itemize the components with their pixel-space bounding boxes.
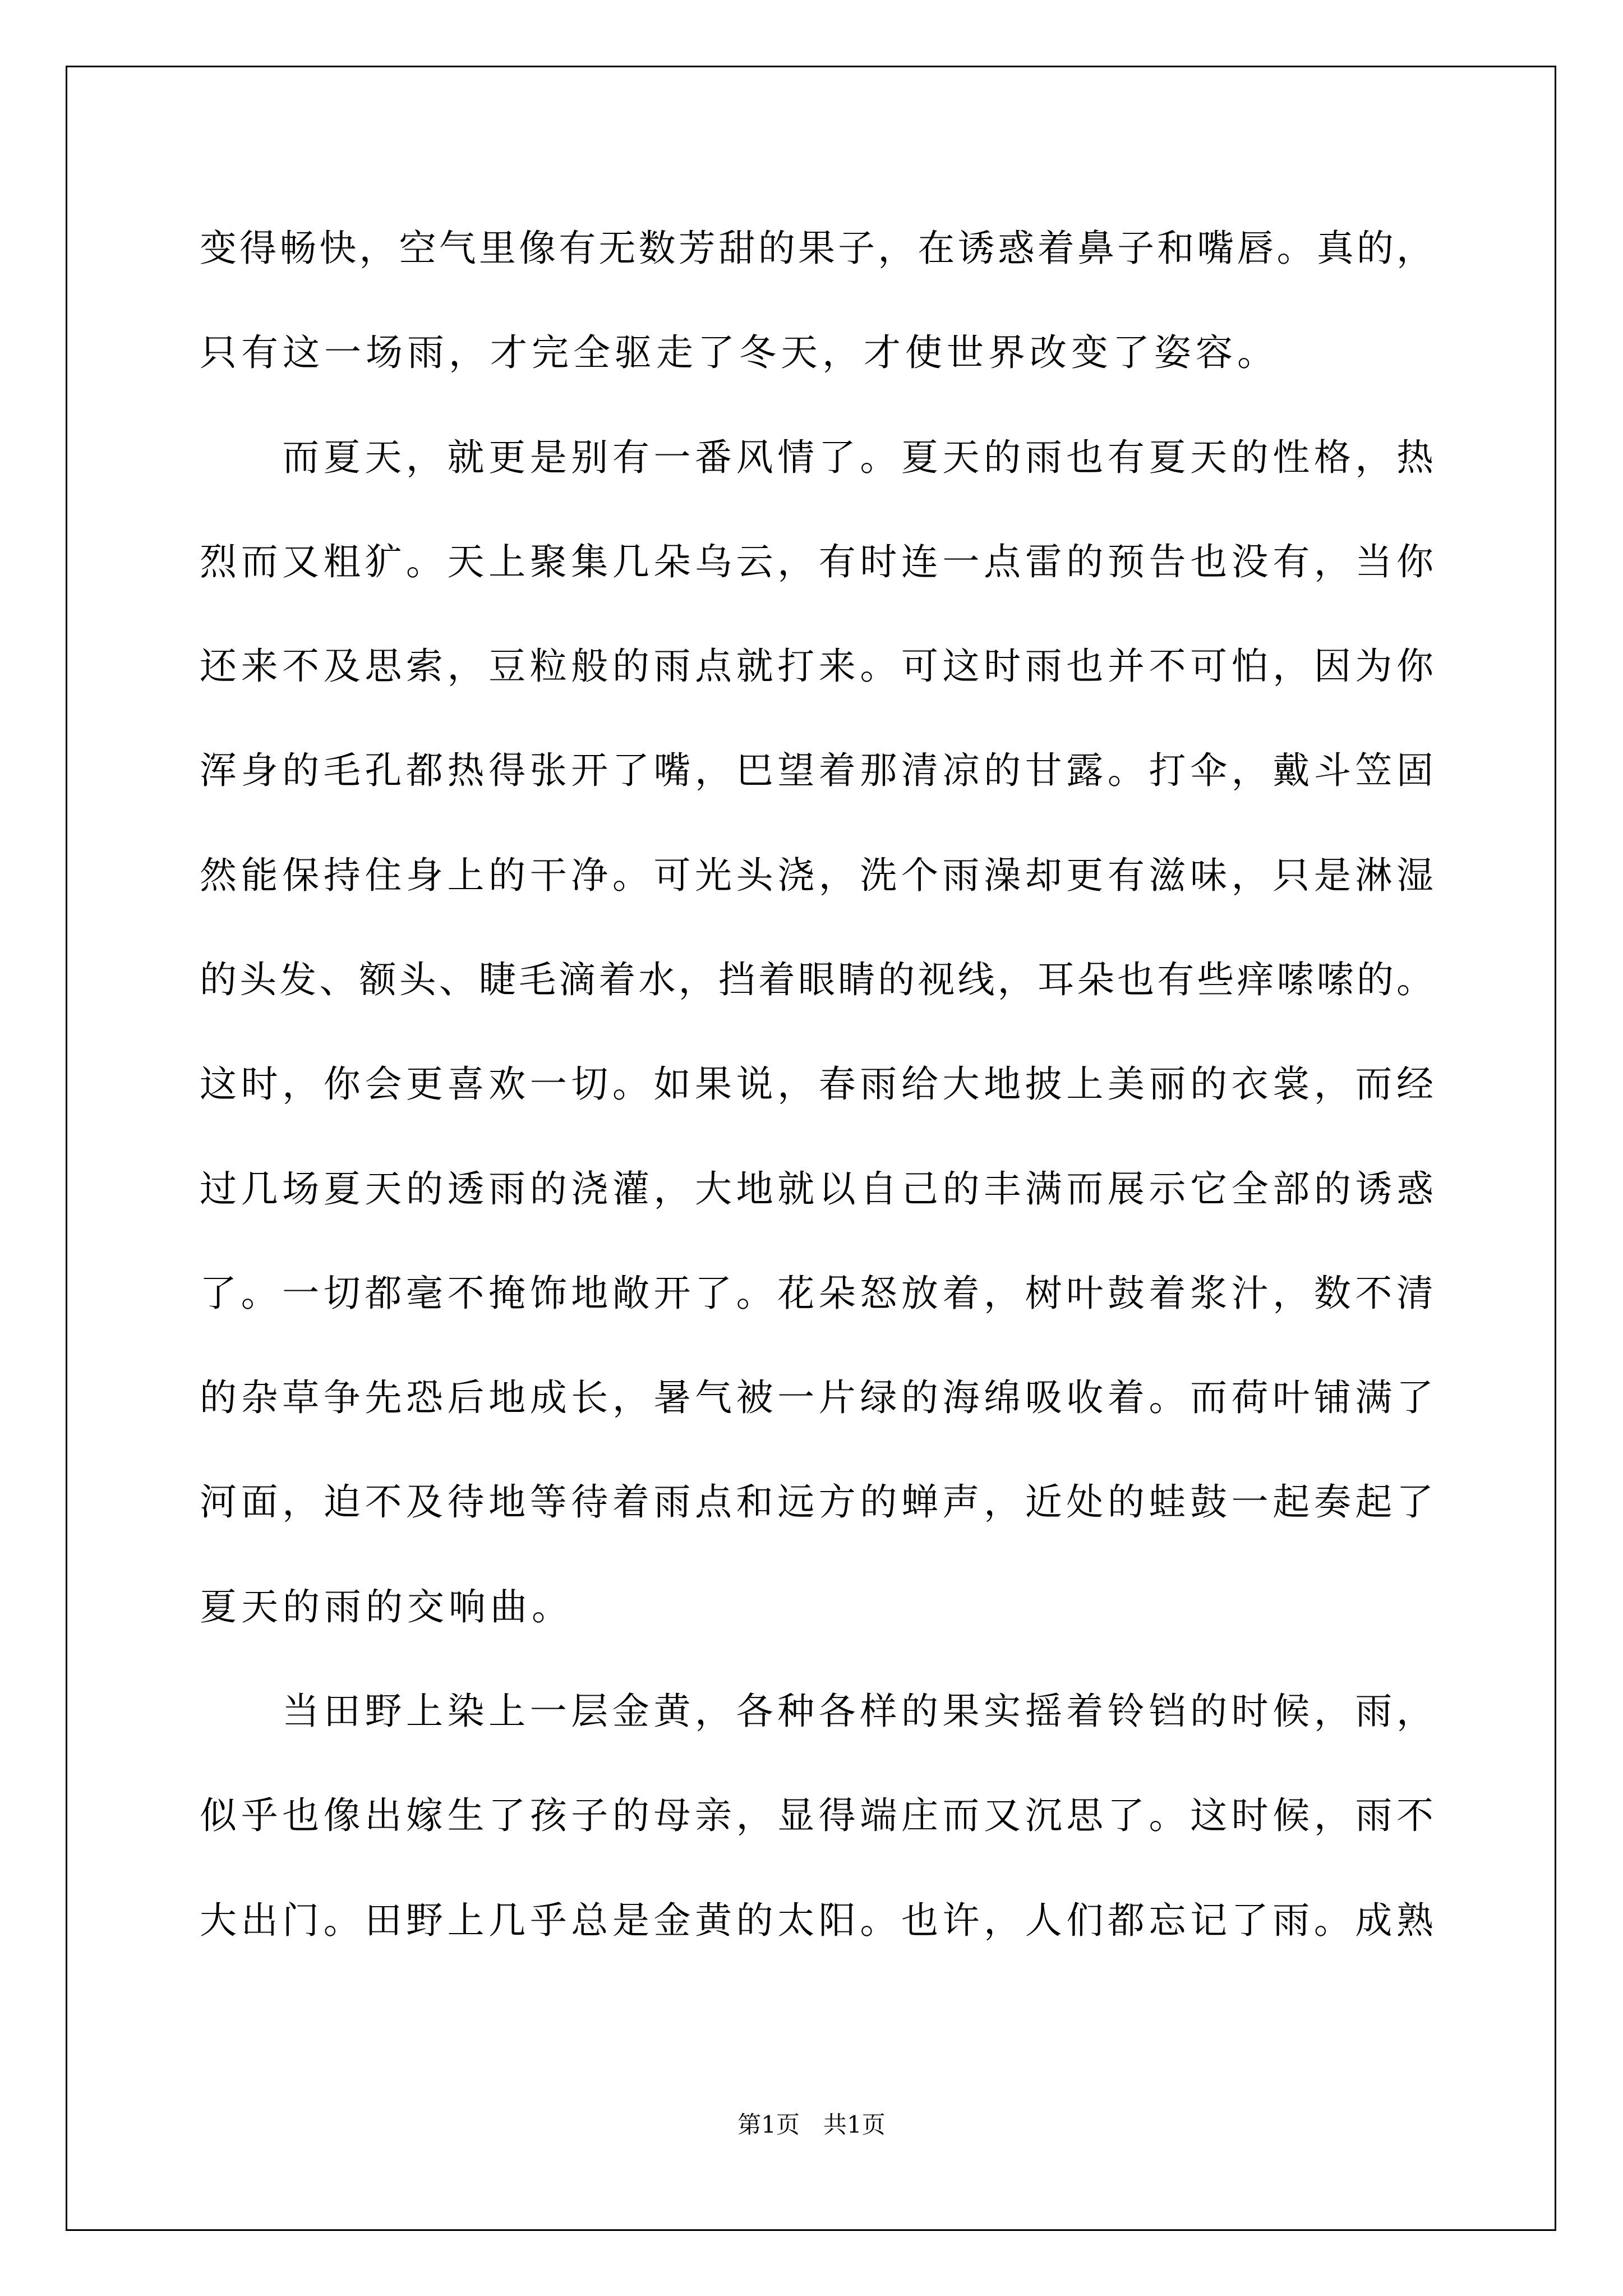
text-line: 当田野上染上一层金黄，各种各样的果实摇着铃铛的时候，雨， [200,1690,1433,1733]
text-line: 这时，你会更喜欢一切。如果说，春雨给大地披上美丽的衣裳，而经 [200,1062,1433,1106]
text-line: 变得畅快，空气里像有无数芳甜的果子，在诱惑着鼻子和嘴唇。真的， [200,227,1433,270]
text-line: 浑身的毛孔都热得张开了嘴，巴望着那清凉的甘露。打伞，戴斗笠固 [200,749,1433,792]
text-line: 的杂草争先恐后地成长，暑气被一片绿的海绵吸收着。而荷叶铺满了 [200,1376,1433,1419]
text-line: 大出门。田野上几乎总是金黄的太阳。也许，人们都忘记了雨。成熟 [200,1899,1433,1942]
text-line: 的头发、额头、睫毛滴着水，挡着眼睛的视线，耳朵也有些痒嗦嗦的。 [200,958,1433,1001]
text-line: 还来不及思索，豆粒般的雨点就打来。可这时雨也并不可怕，因为你 [200,645,1433,688]
text-line: 只有这一场雨，才完全驱走了冬天，才使世界改变了姿容。 [200,331,1279,374]
page-footer: 第1页 共1页 [737,2111,886,2138]
text-line: 而夏天，就更是别有一番风情了。夏天的雨也有夏天的性格，热 [200,436,1433,479]
text-line: 河面，迫不及待地等待着雨点和远方的蝉声，近处的蛙鼓一起奏起了 [200,1480,1433,1524]
text-line: 过几场夏天的透雨的浇灌，大地就以自己的丰满而展示它全部的诱惑 [200,1167,1433,1211]
text-line: 烈而又粗犷。天上聚集几朵乌云，有时连一点雷的预告也没有，当你 [200,540,1433,583]
text-line: 夏天的雨的交响曲。 [200,1585,573,1628]
text-line: 了。一切都毫不掩饰地敞开了。花朵怒放着，树叶鼓着浆汁，数不清 [200,1272,1433,1315]
text-line: 然能保持住身上的干净。可光头浇，洗个雨澡却更有滋味，只是淋湿 [200,854,1433,897]
text-line: 似乎也像出嫁生了孩子的母亲，显得端庄而又沉思了。这时候，雨不 [200,1794,1433,1837]
